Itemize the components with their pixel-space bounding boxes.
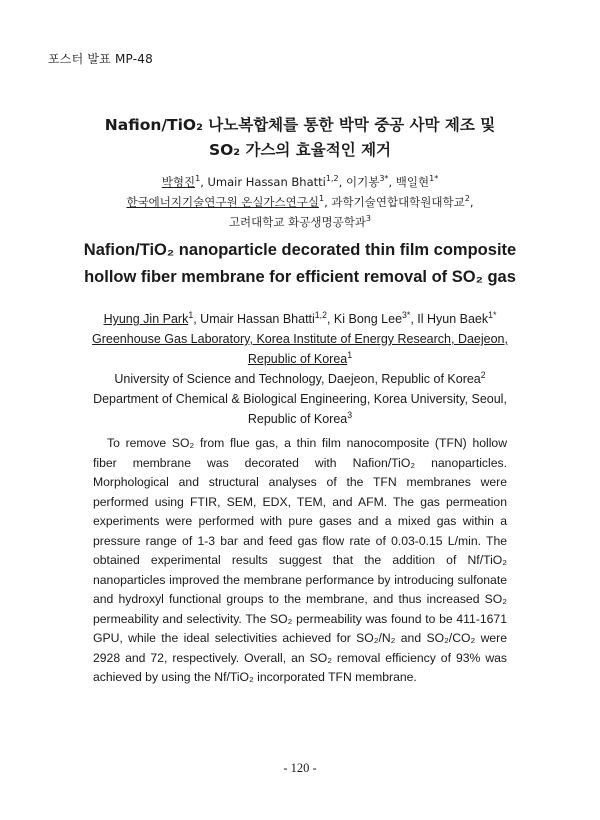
korean-affiliation-3: 고려대학교 화공생명공학과 bbox=[228, 215, 366, 229]
korean-authors-block bbox=[0, 172, 600, 232]
english-affiliation-3-sup: 3 bbox=[347, 409, 353, 420]
english-author-sup: 1 bbox=[188, 309, 194, 320]
korean-affiliation-line-1: 한국에너지기술연구원 온실가스연구실$^1$, 과학기술연합대학원대학교$^2$, bbox=[126, 194, 474, 209]
english-title bbox=[0, 237, 600, 291]
korean-affiliation-3-sup: 3 bbox=[365, 214, 372, 224]
english-author-sup: 3* bbox=[402, 309, 411, 320]
korean-author-sup: 1* bbox=[429, 174, 439, 184]
korean-author-name: 백일현 bbox=[395, 175, 430, 189]
english-authors-block bbox=[0, 309, 600, 429]
english-affiliation-1-line-1: Greenhouse Gas Laboratory, Korea Institute of Energy Research, Daejeon, bbox=[92, 332, 508, 346]
english-author-name: Ki Bong Lee bbox=[333, 312, 403, 326]
korean-author-name: 이기봉 bbox=[345, 175, 380, 189]
english-title-line-2: hollow fiber membrane for efficient removal of SO₂ gas bbox=[84, 268, 516, 286]
english-author-name: Umair Hassan Bhatti bbox=[200, 312, 315, 326]
english-affiliation-2 bbox=[0, 369, 600, 389]
english-affiliation-2-sup: 2 bbox=[480, 369, 486, 380]
english-affiliation-3-line-2 bbox=[0, 409, 600, 429]
korean-author-list: 박형진$^1$, Umair Hassan Bhatti$^{1,2}$, 이기봉$^{3*}$, 백일현$^{1*}$ bbox=[161, 174, 439, 189]
page-number: - 120 - bbox=[283, 761, 317, 775]
korean-affiliation-1: 한국에너지기술연구원 온실가스연구실 bbox=[126, 195, 319, 209]
english-author-list: Hyung Jin Park$^1$, Umair Hassan Bhatti$^{1,2}$, Ki Bong Lee$^{3*}$, Il Hyun Baek$^{1*}$ bbox=[103, 309, 497, 326]
english-title-line-1: Nafion/TiO₂ nanoparticle decorated thin film composite bbox=[83, 241, 517, 259]
korean-affiliation-line-2 bbox=[0, 212, 600, 232]
korean-affiliation-2-sup: 2 bbox=[464, 194, 470, 204]
session-tag: 포스터 발표 MP-48 bbox=[48, 52, 153, 66]
english-affiliation-1-country: Republic of Korea bbox=[247, 352, 348, 366]
english-affiliation-2-text: University of Science and Technology, Daejeon, Republic of Korea bbox=[114, 372, 481, 386]
korean-title bbox=[0, 113, 600, 163]
korean-title-line-1: Nafion/TiO₂ 나노복합체를 통한 박막 중공 사막 제조 및 bbox=[104, 116, 496, 134]
korean-author-name: Umair Hassan Bhatti bbox=[207, 175, 326, 189]
korean-author-name: 박형진 bbox=[161, 175, 196, 189]
abstract-text: To remove SO₂ from flue gas, a thin film nanocomposite (TFN) hollow fiber membrane was decorated with Nafion/TiO₂ nanoparticles. Morphological and structural analyses of the TFN membranes were performed using FTIR, SEM, EDX, TEM, and AFM. The gas permeation experiments were performed with pure gases and a mixed gas within a pressure range of 1-3 bar and feed gas flow rate of 0.03-0.15 L/min. The obtained experimental results suggest that the addition of Nf/TiO₂ nanoparticles improved the membrane performance by introducing sulfonate and hydroxyl functional groups to the membrane, and thus increased SO₂ permeability and selectivity. The SO₂ permeability was found to be 411-1671 GPU, while the ideal selectivities achieved for SO₂/N₂ and SO₂/CO₂ were 2928 and 72, respectively. Overall, an SO₂ removal efficiency of 93% was achieved by using the Nf/TiO₂ incorporated TFN membrane. bbox=[93, 436, 507, 684]
english-author-sup: 1* bbox=[488, 309, 497, 320]
korean-author-sup: 3* bbox=[379, 174, 389, 184]
korean-title-line-2: SO₂ 가스의 효율적인 제거 bbox=[208, 141, 392, 159]
english-affiliation-3-line-1: Department of Chemical & Biological Engineering, Korea University, Seoul, bbox=[93, 392, 507, 406]
korean-author-sup: 1,2 bbox=[325, 174, 339, 184]
korean-affiliation-1-sup: 1 bbox=[318, 194, 325, 204]
english-author-sup: 1,2 bbox=[314, 309, 327, 320]
korean-affiliation-2: 과학기술연합대학원대학교 bbox=[331, 195, 465, 209]
english-affiliation-3-country: Republic of Korea bbox=[247, 412, 348, 426]
korean-author-sup: 1 bbox=[195, 174, 201, 184]
english-author-name: Il Hyun Baek bbox=[417, 312, 489, 326]
english-affiliation-1-sup: 1 bbox=[347, 349, 353, 360]
english-affiliation-1-line-2 bbox=[0, 349, 600, 369]
english-author-name: Hyung Jin Park bbox=[103, 312, 189, 326]
